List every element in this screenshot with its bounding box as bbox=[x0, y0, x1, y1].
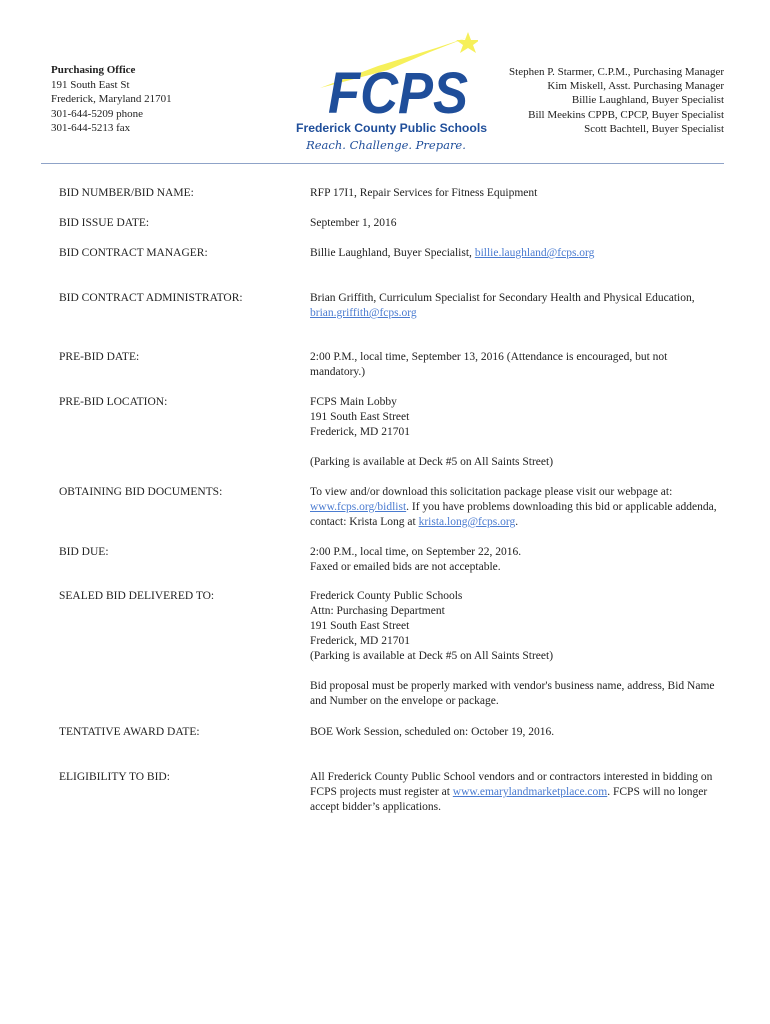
prebid-location-value bbox=[310, 395, 718, 470]
sealed-bid-line: Attn: Purchasing Department bbox=[310, 605, 445, 617]
bid-number-value: RFP 17I1, Repair Services for Fitness Equipment bbox=[310, 187, 538, 199]
office-fax: 301-644-5213 fax bbox=[51, 122, 131, 134]
sealed-bid-value bbox=[310, 589, 718, 709]
eligibility-text: All Frederick County Public School vendors and or contractors interested in bidding on FCPS projects must register at bbox=[310, 771, 713, 798]
contract-manager-label: BID CONTRACT MANAGER: bbox=[59, 247, 208, 259]
bid-due-note: Faxed or emailed bids are not acceptable. bbox=[310, 561, 501, 573]
eligibility-text: . FCPS will no longer accept bidder’s applications. bbox=[310, 786, 708, 813]
staff-line: Stephen P. Starmer, C.P.M., Purchasing Manager bbox=[509, 66, 724, 78]
staff-line: Billie Laughland, Buyer Specialist bbox=[571, 94, 724, 107]
prebid-location-line: 191 South East Street bbox=[310, 411, 410, 423]
office-line: Frederick, Maryland 21701 bbox=[51, 93, 172, 105]
contract-admin-name: Brian Griffith, Curriculum Specialist for Secondary Health and Physical Education, bbox=[310, 292, 695, 304]
sealed-bid-line: 191 South East Street bbox=[310, 620, 410, 632]
sealed-bid-parking: (Parking is available at Deck #5 on All Saints Street) bbox=[310, 650, 554, 662]
contract-admin-email-link[interactable]: brian.griffith@fcps.org bbox=[310, 307, 417, 319]
logo-tagline: Reach. Challenge. Prepare. bbox=[306, 138, 466, 152]
staff-line: Scott Bachtell, Buyer Specialist bbox=[584, 122, 724, 135]
issue-date-label: BID ISSUE DATE: bbox=[59, 217, 150, 229]
obtaining-docs-text: . bbox=[515, 516, 519, 528]
issue-date-value: September 1, 2016 bbox=[310, 217, 397, 229]
award-date-label: TENTATIVE AWARD DATE: bbox=[59, 726, 200, 738]
award-date-value: BOE Work Session, scheduled on: October 19, 2016. bbox=[310, 726, 555, 738]
staff-block bbox=[509, 65, 724, 136]
fcps-logo-mark bbox=[318, 28, 478, 128]
bid-due-label: BID DUE: bbox=[59, 546, 109, 558]
prebid-location-line: FCPS Main Lobby bbox=[310, 396, 397, 408]
contract-manager-email-link[interactable]: billie.laughland@fcps.org bbox=[474, 247, 595, 259]
header-divider bbox=[41, 163, 724, 164]
obtaining-docs-text: To view and/or download this solicitation package please visit our webpage at: bbox=[310, 486, 673, 498]
prebid-parking-note: (Parking is available at Deck #5 on All Saints Street) bbox=[310, 456, 554, 468]
krista-email-link[interactable]: krista.long@fcps.org bbox=[418, 516, 516, 528]
emaryland-link[interactable]: www.emarylandmarketplace.com bbox=[452, 786, 608, 798]
prebid-date-label: PRE-BID DATE: bbox=[59, 351, 140, 363]
logo-org-name: Frederick County Public Schools bbox=[296, 121, 487, 135]
office-phone: 301-644-5209 phone bbox=[51, 107, 143, 120]
office-address-block bbox=[51, 63, 172, 136]
obtaining-docs-label: OBTAINING BID DOCUMENTS: bbox=[59, 486, 223, 498]
logo-text: FCPS bbox=[328, 61, 469, 126]
contract-manager-name: Billie Laughland, Buyer Specialist, bbox=[310, 247, 475, 259]
contract-admin-value bbox=[310, 291, 718, 321]
obtaining-docs-value bbox=[310, 485, 718, 530]
bid-due-value bbox=[310, 545, 718, 575]
bid-number-label: BID NUMBER/BID NAME: bbox=[59, 187, 194, 199]
contract-admin-label: BID CONTRACT ADMINISTRATOR: bbox=[59, 292, 243, 304]
prebid-location-line: Frederick, MD 21701 bbox=[310, 426, 410, 438]
bidlist-link[interactable]: www.fcps.org/bidlist bbox=[310, 501, 407, 513]
fcps-logo bbox=[296, 28, 487, 158]
sealed-bid-label: SEALED BID DELIVERED TO: bbox=[59, 590, 215, 602]
office-title: Purchasing Office bbox=[51, 64, 136, 76]
sealed-bid-line: Frederick County Public Schools bbox=[310, 590, 463, 602]
sealed-bid-line: Frederick, MD 21701 bbox=[310, 635, 410, 647]
prebid-location-label: PRE-BID LOCATION: bbox=[59, 396, 168, 408]
staff-line: Bill Meekins CPPB, CPCP, Buyer Specialist bbox=[528, 108, 724, 121]
eligibility-label: ELIGIBILITY TO BID: bbox=[59, 771, 170, 783]
eligibility-value bbox=[310, 770, 718, 815]
contract-manager-value bbox=[310, 246, 718, 261]
sealed-bid-marking-note: Bid proposal must be properly marked with vendor's business name, address, Bid Name and Number on the envelope or package. bbox=[310, 680, 715, 707]
star-icon bbox=[456, 32, 478, 53]
bid-due-time: 2:00 P.M., local time, on September 22, 2016. bbox=[310, 546, 522, 558]
obtaining-docs-text: . If you have problems downloading this bid or applicable addenda, contact: Krista Long at bbox=[310, 501, 717, 528]
staff-line: Kim Miskell, Asst. Purchasing Manager bbox=[547, 80, 724, 93]
office-line: 191 South East St bbox=[51, 78, 130, 91]
prebid-date-value: 2:00 P.M., local time, September 13, 2016 (Attendance is encouraged, but not mandatory.) bbox=[310, 351, 668, 378]
